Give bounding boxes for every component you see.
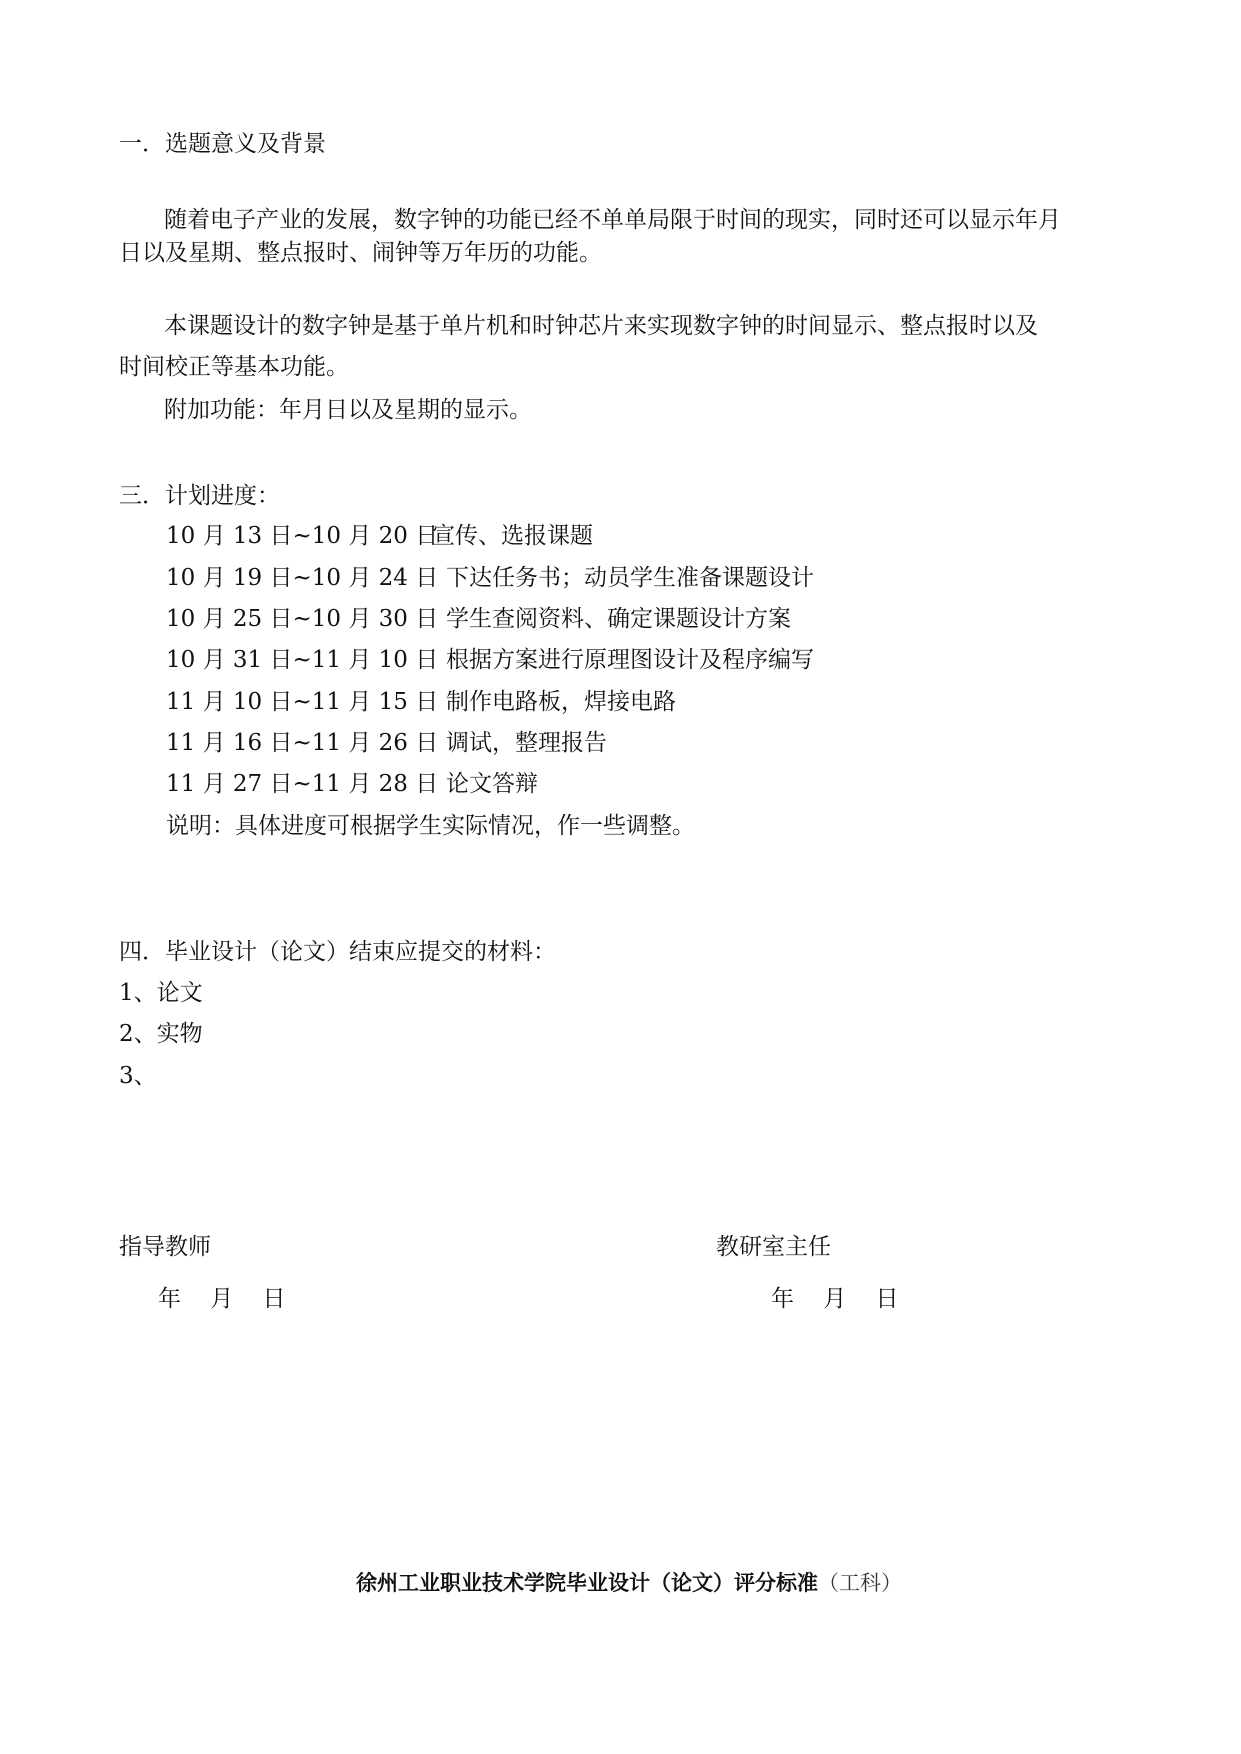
schedule-row [166, 521, 593, 551]
section1-heading: 一．选题意义及背景 [119, 131, 326, 157]
schedule-task: 调试，整理报告 [446, 730, 607, 756]
schedule-row [166, 604, 791, 634]
schedule-date: 11 月 16 日~11 月 26 日 [166, 730, 439, 756]
schedule-row [166, 645, 814, 675]
section1-para1-line2: 日以及星期、整点报时、闹钟等万年历的功能。 [119, 240, 602, 266]
section3-heading: 三．计划进度： [119, 483, 280, 509]
section1-para1-line1: 随着电子产业的发展，数字钟的功能已经不单单局限于时间的现实，同时还可以显示年月 [164, 207, 1061, 233]
grading-standard-title [356, 1568, 902, 1598]
section1-para2-line2: 时间校正等基本功能。 [119, 354, 349, 380]
schedule-task: 下达任务书；动员学生准备课题设计 [446, 565, 814, 591]
schedule-row [166, 769, 538, 799]
section1-extra-functions: 附加功能：年月日以及星期的显示。 [164, 397, 532, 423]
schedule-date: 10 月 19 日~10 月 24 日 [166, 565, 439, 591]
schedule-date: 10 月 25 日~10 月 30 日 [166, 606, 439, 632]
schedule-note: 说明：具体进度可根据学生实际情况，作一些调整。 [166, 813, 695, 839]
advisor-date: 年 月 日 [158, 1286, 286, 1312]
schedule-task: 宣传、选报课题 [432, 523, 593, 549]
schedule-date: 11 月 27 日~11 月 28 日 [166, 771, 439, 797]
section1-para2-line1: 本课题设计的数字钟是基于单片机和时钟芯片来实现数字钟的时间显示、整点报时以及 [164, 313, 1038, 339]
material-item: 2、实物 [119, 1021, 203, 1047]
director-date: 年 月 日 [771, 1286, 899, 1312]
section4-heading: 四．毕业设计（论文）结束应提交的材料： [119, 939, 556, 965]
schedule-task: 根据方案进行原理图设计及程序编写 [446, 647, 814, 673]
schedule-date: 10 月 31 日~11 月 10 日 [166, 647, 439, 673]
schedule-row [166, 687, 676, 717]
schedule-date: 10 月 13 日~10 月 20 日 [166, 523, 439, 549]
grading-standard-title-suffix: （工科） [818, 1571, 902, 1595]
schedule-task: 制作电路板，焊接电路 [446, 689, 676, 715]
schedule-task: 论文答辩 [446, 771, 538, 797]
material-item: 3、 [119, 1063, 157, 1089]
material-item: 1、论文 [119, 980, 203, 1006]
grading-standard-title-main: 徐州工业职业技术学院毕业设计（论文）评分标准 [356, 1570, 818, 1595]
schedule-row [166, 728, 607, 758]
director-label: 教研室主任 [716, 1234, 831, 1260]
schedule-row [166, 563, 814, 593]
advisor-label: 指导教师 [119, 1234, 211, 1260]
schedule-date: 11 月 10 日~11 月 15 日 [166, 689, 439, 715]
schedule-task: 学生查阅资料、确定课题设计方案 [446, 606, 791, 632]
